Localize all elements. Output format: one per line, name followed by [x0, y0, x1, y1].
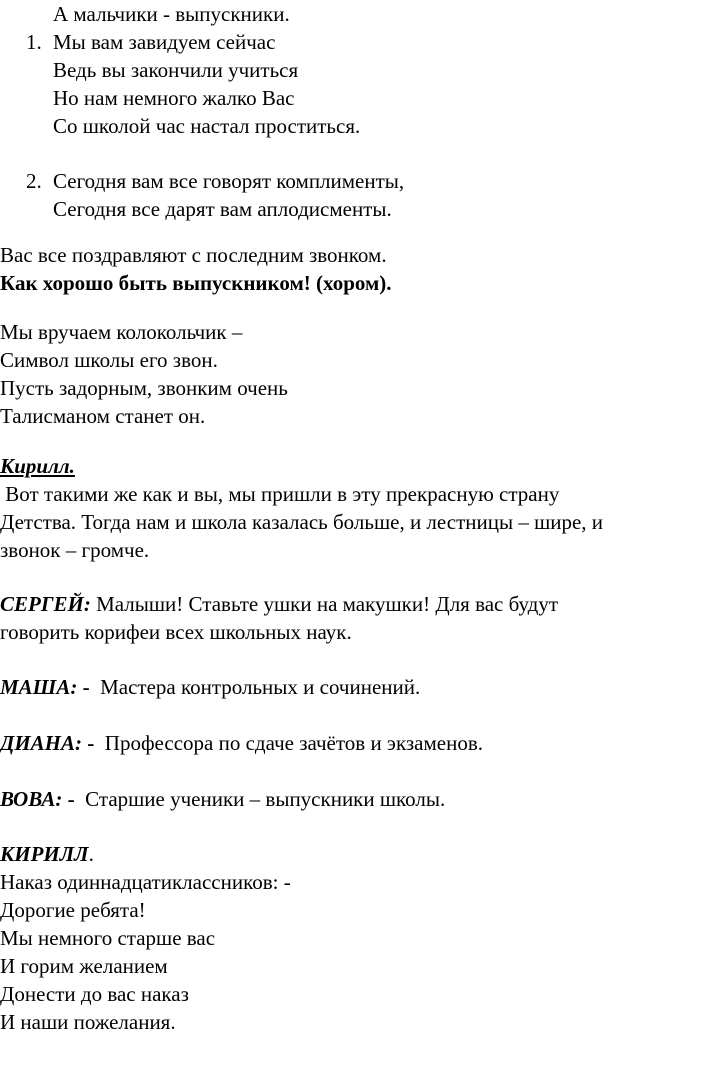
kirill-line: Вот такими же как и вы, мы пришли в эту прекрасную страну: [0, 482, 560, 506]
sergey-line: [0, 591, 558, 619]
kirill2-line: И наши пожелания.: [0, 1010, 176, 1034]
sergey-text: Малыши! Ставьте ушки на макушки! Для вас будут: [90, 592, 559, 616]
kirill2-line: Мы немного старше вас: [0, 926, 216, 950]
intro-line: А мальчики - выпускники.: [53, 2, 290, 26]
kirill2-line: Донести до вас наказ: [0, 982, 189, 1006]
verse-1-number: 1.: [26, 30, 42, 54]
bell-poem-line: Символ школы его звон.: [0, 348, 218, 372]
verse-1-line: Ведь вы закончили учиться: [53, 58, 299, 82]
kirill2-period: .: [88, 842, 94, 866]
diana-line: [0, 730, 483, 758]
speaker-kirill-caps: КИРИЛЛ: [0, 842, 89, 866]
masha-text: Мастера контрольных и сочинений.: [89, 675, 421, 699]
vova-dash: -: [62, 787, 75, 811]
masha-dash: -: [77, 675, 90, 699]
kirill-line: Детства. Тогда нам и школа казалась больше, и лестницы – шире, и: [0, 510, 604, 534]
verse-2-number: 2.: [26, 169, 42, 193]
diana-text: Профессора по сдаче зачётов и экзаменов.: [94, 731, 483, 755]
verse-1-line: Но нам немного жалко Вас: [53, 86, 295, 110]
bell-poem-line: Мы вручаем колокольчик –: [0, 320, 243, 344]
bell-poem-line: Пусть задорным, звонким очень: [0, 376, 288, 400]
congrats-line: Вас все поздравляют с последним звонком.: [0, 243, 387, 267]
sergey-line-2: говорить корифеи всех школьных наук.: [0, 620, 352, 644]
kirill2-line: И горим желанием: [0, 954, 168, 978]
verse-2-line: Сегодня вам все говорят комплименты,: [53, 169, 405, 193]
bell-poem-line: Талисманом станет он.: [0, 404, 206, 428]
diana-dash: -: [82, 731, 95, 755]
verse-1-line: Мы вам завидуем сейчас: [53, 30, 276, 54]
speaker-kirill: Кирилл.: [0, 454, 75, 478]
kirill-line: звонок – громче.: [0, 538, 150, 562]
vova-text: Старшие ученики – выпускники школы.: [74, 787, 446, 811]
kirill2-line: Дорогие ребята!: [0, 898, 146, 922]
speaker-diana: ДИАНА:: [0, 731, 83, 755]
congrats-chorus-line: Как хорошо быть выпускником! (хором).: [0, 271, 392, 295]
kirill2-line: Наказ одиннадцатиклассников: -: [0, 870, 291, 894]
vova-line: [0, 786, 445, 814]
speaker-vova: ВОВА:: [0, 787, 63, 811]
kirill2-heading: [0, 841, 94, 869]
verse-1-line: Со школой час настал проститься.: [53, 114, 361, 138]
speaker-masha: МАША:: [0, 675, 78, 699]
speaker-sergey: СЕРГЕЙ:: [0, 592, 91, 616]
verse-2-line: Сегодня все дарят вам аплодисменты.: [53, 197, 392, 221]
masha-line: [0, 674, 420, 702]
